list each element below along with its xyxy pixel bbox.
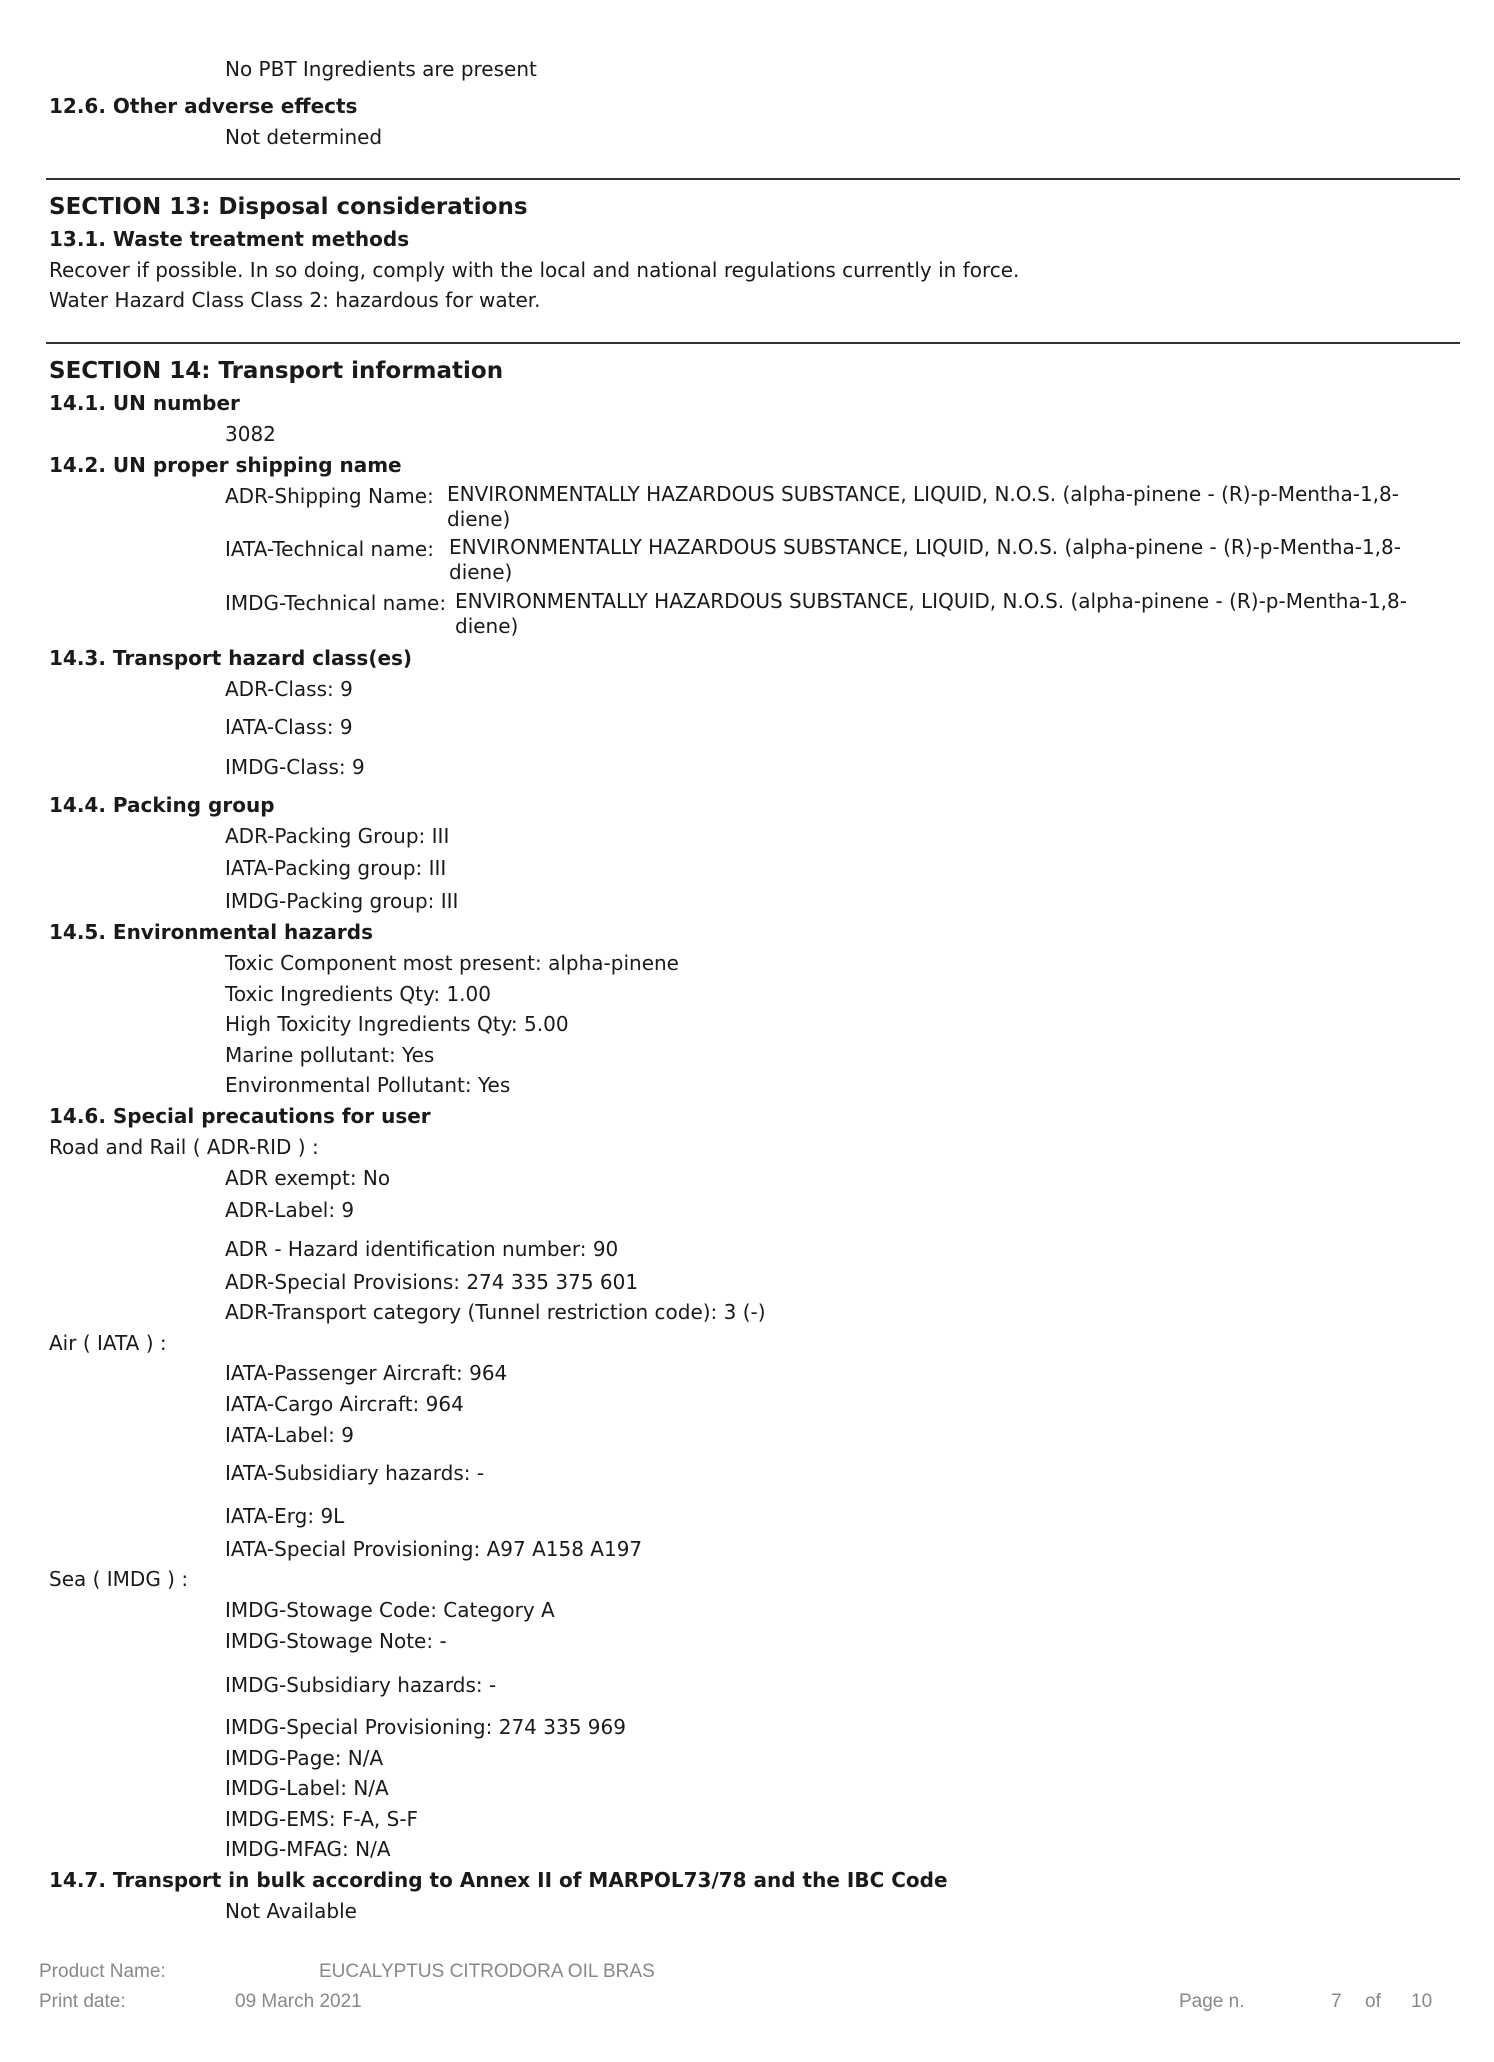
footer-product-value: EUCALYPTUS CITRODORA OIL BRAS [319, 1961, 655, 1982]
pbt-text: No PBT Ingredients are present [225, 57, 537, 81]
section-divider [46, 342, 1460, 344]
imdg-technical-label: IMDG-Technical name: [225, 591, 447, 615]
adr-packing-group: ADR-Packing Group: III [225, 824, 450, 848]
env-high-toxicity-qty: High Toxicity Ingredients Qty: 5.00 [225, 1012, 569, 1036]
adr-exempt: ADR exempt: No [225, 1166, 391, 1190]
heading-14-6: 14.6. Special precautions for user [49, 1104, 431, 1128]
iata-technical-label: IATA-Technical name: [225, 537, 434, 561]
footer-page-total: 10 [1411, 1991, 1433, 2012]
footer-product-label: Product Name: [39, 1961, 166, 1982]
iata-label: IATA-Label: 9 [225, 1423, 354, 1447]
imdg-stowage-note: IMDG-Stowage Note: - [225, 1629, 447, 1653]
heading-14-5: 14.5. Environmental hazards [49, 920, 374, 944]
env-toxic-component: Toxic Component most present: alpha-pinene [225, 951, 679, 975]
section-divider [46, 178, 1460, 180]
road-rail-label: Road and Rail ( ADR-RID ) : [49, 1135, 319, 1159]
iata-special-provisioning: IATA-Special Provisioning: A97 A158 A197 [225, 1537, 643, 1561]
heading-14-3: 14.3. Transport hazard class(es) [49, 646, 413, 670]
imdg-label: IMDG-Label: N/A [225, 1776, 389, 1800]
adr-shipping-label: ADR-Shipping Name: [225, 484, 434, 508]
iata-class: IATA-Class: 9 [225, 715, 353, 739]
adr-label: ADR-Label: 9 [225, 1198, 355, 1222]
iata-technical-value: ENVIRONMENTALLY HAZARDOUS SUBSTANCE, LIQUID, N.O.S. (alpha-pinene - (R)-p-Mentha-1,8- diene) [449, 535, 1401, 584]
footer-print-date: 09 March 2021 [235, 1991, 362, 2012]
imdg-technical-value: ENVIRONMENTALLY HAZARDOUS SUBSTANCE, LIQUID, N.O.S. (alpha-pinene - (R)-p-Mentha-1,8- diene) [455, 589, 1407, 638]
iata-subsidiary: IATA-Subsidiary hazards: - [225, 1461, 485, 1485]
footer-page-number: 7 [1331, 1991, 1342, 2012]
imdg-subsidiary: IMDG-Subsidiary hazards: - [225, 1673, 497, 1697]
footer-of-label: of [1365, 1991, 1381, 2012]
adverse-effects-text: Not determined [225, 125, 383, 149]
heading-14-1: 14.1. UN number [49, 391, 240, 415]
adr-transport-category: ADR-Transport category (Tunnel restriction code): 3 (-) [225, 1300, 766, 1324]
heading-12-6: 12.6. Other adverse effects [49, 94, 358, 118]
heading-14-2: 14.2. UN proper shipping name [49, 453, 402, 477]
waste-line-1: Recover if possible. In so doing, comply with the local and national regulations currently in force. [49, 258, 1020, 282]
heading-14-4: 14.4. Packing group [49, 793, 275, 817]
adr-hazard-id: ADR - Hazard identification number: 90 [225, 1237, 619, 1261]
section-14-title: SECTION 14: Transport information [49, 358, 504, 384]
heading-13-1: 13.1. Waste treatment methods [49, 227, 410, 251]
imdg-special-provisioning: IMDG-Special Provisioning: 274 335 969 [225, 1715, 626, 1739]
section-13-title: SECTION 13: Disposal considerations [49, 194, 528, 220]
air-label: Air ( IATA ) : [49, 1331, 167, 1355]
imdg-mfag: IMDG-MFAG: N/A [225, 1837, 391, 1861]
iata-erg: IATA-Erg: 9L [225, 1504, 345, 1528]
env-marine-pollutant: Marine pollutant: Yes [225, 1043, 435, 1067]
adr-special-provisions: ADR-Special Provisions: 274 335 375 601 [225, 1270, 639, 1294]
imdg-page: IMDG-Page: N/A [225, 1746, 384, 1770]
env-toxic-qty: Toxic Ingredients Qty: 1.00 [225, 982, 491, 1006]
imdg-packing-group: IMDG-Packing group: III [225, 889, 459, 913]
adr-class: ADR-Class: 9 [225, 677, 353, 701]
iata-passenger: IATA-Passenger Aircraft: 964 [225, 1361, 508, 1385]
footer-page-label: Page n. [1179, 1991, 1245, 2012]
iata-packing-group: IATA-Packing group: III [225, 856, 447, 880]
imdg-stowage-code: IMDG-Stowage Code: Category A [225, 1598, 555, 1622]
waste-line-2: Water Hazard Class Class 2: hazardous for water. [49, 288, 541, 312]
imdg-ems: IMDG-EMS: F-A, S-F [225, 1807, 419, 1831]
env-environmental-pollutant: Environmental Pollutant: Yes [225, 1073, 511, 1097]
heading-14-7: 14.7. Transport in bulk according to Annex II of MARPOL73/78 and the IBC Code [49, 1868, 948, 1892]
iata-cargo: IATA-Cargo Aircraft: 964 [225, 1392, 464, 1416]
un-number: 3082 [225, 422, 276, 446]
sea-label: Sea ( IMDG ) : [49, 1567, 189, 1591]
adr-shipping-value: ENVIRONMENTALLY HAZARDOUS SUBSTANCE, LIQUID, N.O.S. (alpha-pinene - (R)-p-Mentha-1,8- diene) [447, 482, 1399, 531]
bulk-transport-text: Not Available [225, 1899, 357, 1923]
imdg-class: IMDG-Class: 9 [225, 755, 365, 779]
footer-print-label: Print date: [39, 1991, 126, 2012]
